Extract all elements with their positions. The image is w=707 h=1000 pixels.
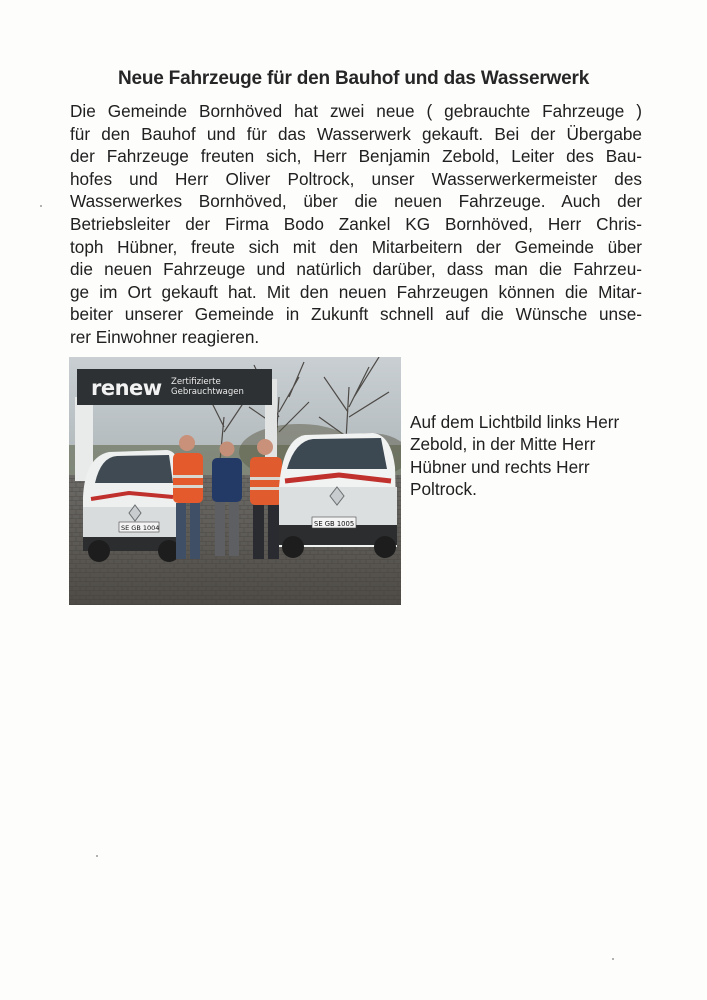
- body-line: rer Einwohner reagieren.: [70, 326, 260, 347]
- body-line: ge im Ort gekauft hat. Mit den neuen Fahrzeugen können die Mitar-: [70, 281, 642, 302]
- photo-sign-line2: Gebrauchtwagen: [171, 387, 244, 397]
- body-line: hofes und Herr Oliver Poltrock, unser Wasserwerkermeister des: [70, 168, 642, 189]
- caption-line: Auf dem Lichtbild links Herr: [410, 412, 620, 432]
- scan-speck: [612, 958, 614, 960]
- body-line: toph Hübner, freute sich mit den Mitarbeitern der Gemeinde über: [70, 236, 642, 257]
- article-body: [70, 100, 642, 349]
- photo-van-left: [83, 450, 181, 562]
- photo-plate-left-text: SE GB 1004: [121, 524, 160, 532]
- body-line: Die Gemeinde Bornhöved hat zwei neue ( gebrauchte Fahrzeuge ): [70, 101, 642, 121]
- body-line: Wasserwerkes Bornhöved, über die neuen Fahrzeuge. Auch der: [70, 191, 642, 212]
- caption-line: Zebold, in der Mitte Herr: [410, 434, 596, 455]
- article-title: Neue Fahrzeuge für den Bauhof und das Wasserwerk: [117, 67, 590, 89]
- body-line: für den Bauhof und für das Wasserwerk gekauft. Bei der Übergabe: [70, 123, 642, 144]
- body-line: Betriebsleiter der Firma Bodo Zankel KG Bornhöved, Herr Chris-: [70, 213, 642, 234]
- photo-caption: [410, 411, 660, 501]
- photo-plate-right-text: SE GB 1005: [314, 520, 355, 528]
- caption-line: Hübner und rechts Herr: [410, 456, 590, 477]
- scan-speck: [40, 205, 42, 207]
- photo-sign-line1: Zertifizierte: [171, 377, 221, 387]
- photo-sign-brand: renew: [91, 376, 162, 400]
- photo-van-right: [279, 433, 397, 558]
- body-line: die neuen Fahrzeuge und natürlich darüber, dass man die Fahrzeu-: [70, 259, 642, 280]
- scan-speck: [96, 855, 98, 857]
- body-line: der Fahrzeuge freuten sich, Herr Benjamin Zebold, Leiter des Bau-: [70, 146, 642, 167]
- article-photo: [69, 357, 401, 605]
- caption-line: Poltrock.: [410, 479, 477, 500]
- body-line: beiter unserer Gemeinde in Zukunft schnell auf die Wünsche unse-: [70, 304, 642, 325]
